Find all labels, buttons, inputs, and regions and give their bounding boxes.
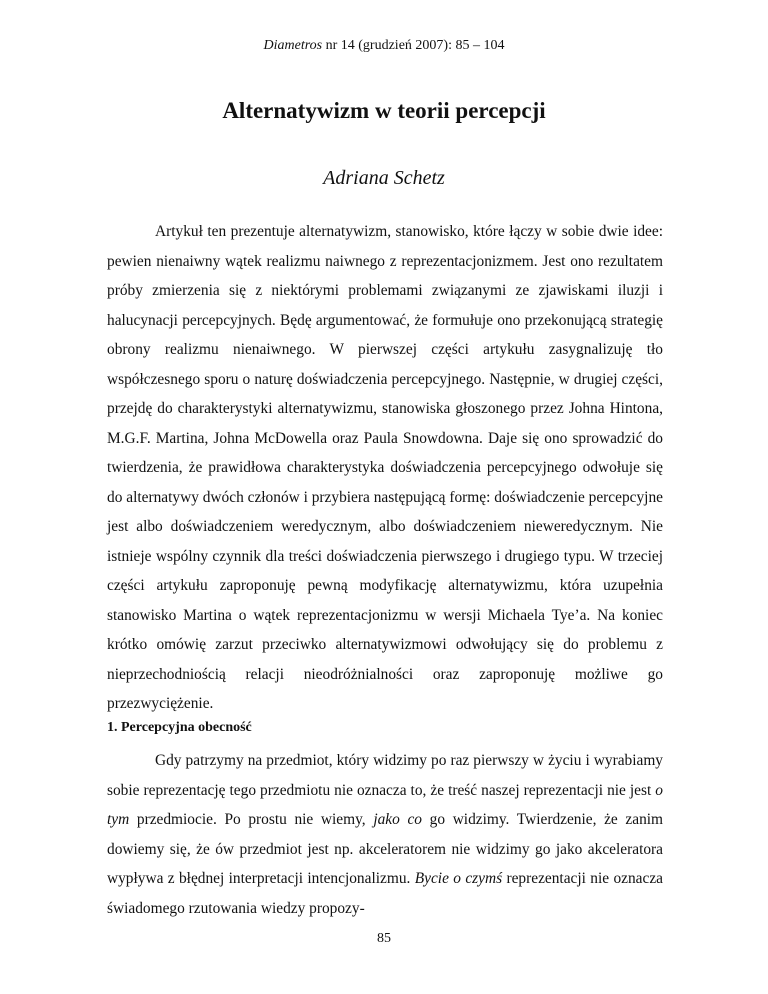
section-heading: 1. Percepcyjna obecność (107, 720, 252, 735)
body-paragraph (107, 746, 663, 923)
page-number: 85 (377, 931, 391, 946)
body-text-run: przedmiocie. Po prostu nie wiemy, (129, 811, 374, 828)
emphasis-text: Bycie o czymś (414, 870, 503, 887)
issue-citation: nr 14 (grudzień 2007): 85 – 104 (322, 38, 505, 53)
emphasis-text: jako co (373, 811, 422, 828)
body-text-run: go widzimy. Twierdzenie, że zanim dowiemy się, że ów przedmiot jest np. akceleratorem nie widzimy go jako akceleratora wypływa z błędnej interpretacji intencjonalizmu. (107, 811, 664, 887)
article-title: Alternatywizm w teorii percepcji (222, 98, 546, 123)
body-text-run: Gdy patrzymy na przedmiot, który widzimy po raz pierwszy w życiu i wyrabiamy sobie reprezentację tego przedmiotu nie oznacza to, że treść naszej reprezentacji nie jest (107, 752, 663, 799)
article-author: Adriana Schetz (323, 167, 445, 189)
abstract-paragraph: Artykuł ten prezentuje alternatywizm, stanowisko, które łączy w sobie dwie idee: pewien nienaiwny wątek realizmu naiwnego z reprezentacjonizmem. Jest ono rezultatem próby zmierzenia się z niektórymi problemami związanymi ze zjawiskami iluzji i halucynacji percepcyjnych. Będę argumentować, że formułuje ono przekonującą strategię obrony realizmu nienaiwnego. W pierwszej części artykułu zasygnalizuję tło współczesnego sporu o naturę doświadczenia percepcyjnego. Następnie, w drugiej części, przejdę do charakterystyki alternatywizmu, stanowiska głoszonego przez Johna Hintona, M.G.F. Martina, Johna McDowella oraz Paula Snowdowna. Daje się ono sprowadzić do twierdzenia, że prawidłowa charakterystyka doświadczenia percepcyjnego odwołuje się do alternatywy dwóch członów i przybiera następującą formę: doświadczenie percepcyjne jest albo doświadczeniem weredycznym, albo doświadczeniem nieweredycznym. Nie istnieje wspólny czynnik dla treści doświadczenia pierwszego i drugiego typu. W trzeciej części artykułu zaproponuję pewną modyfikację alternatywizmu, która uzupełnia stanowisko Martina o wątek reprezentacjonizmu w wersji Michaela Tye’a. Na koniec krótko omówię zarzut przeciwko alternatywizmowi odwołujący się do problemu z nieprzechodniością relacji nieodróżnialności oraz zaproponuję możliwe go przezwyciężenie. (107, 223, 663, 712)
journal-name: Diametros (263, 38, 323, 53)
emphasis-text: o tym (107, 781, 663, 828)
running-header (0, 38, 768, 54)
body-text-run: reprezentacji nie oznacza świadomego rzutowania wiedzy propozy- (107, 870, 663, 917)
